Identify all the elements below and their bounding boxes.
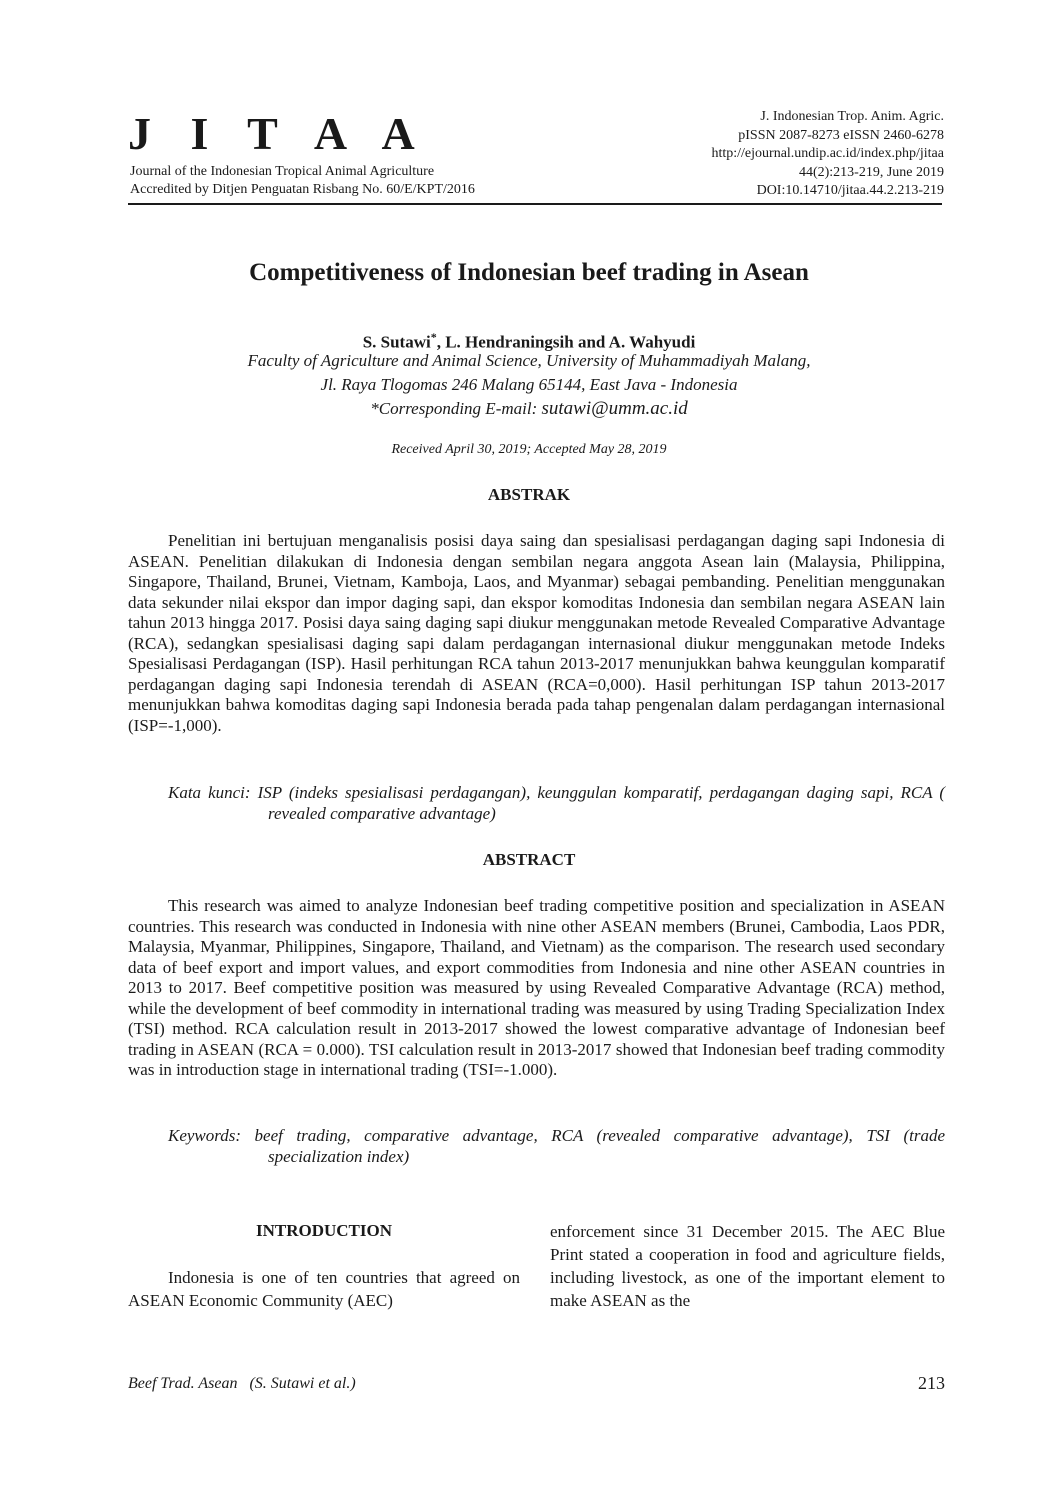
abstrak-body: Penelitian ini bertujuan menganalisis posisi daya saing dan spesialisasi perdagangan daging sapi Indonesia di ASEAN. Penelitian dilakukan di Indonesia dengan sembilan negara anggota Asean lain (Malaysia, Philippina, Singapore, Thailand, Brunei, Vietnam, Kamboja, Laos, and Myanmar) sebagai pembanding. Penelitian menggunakan data sekunder nilai ekspor dan impor daging sapi, dan ekspor komoditas Indonesia dan sembilan negara ASEAN lain tahun 2013 hingga 2017. Posisi daya saing daging sapi diukur menggunakan metode Revealed Comparative Advantage (RCA), sedangkan spesialisasi daging sapi dalam perdagangan internasional diukur menggunakan metode Indeks Spesialisasi Perdagangan (ISP). Hasil perhitungan RCA tahun 2013-2017 menunjukkan bahwa keunggulan komparatif perdagangan daging sapi Indonesia terendah di ASEAN (RCA=0,000). Hasil perhitungan ISP tahun 2013-2017 menunjukkan bahwa komoditas daging sapi Indonesia berada pada tahap pengenalan dalam perdagangan internasional (ISP=-1,000). xyxy=(128,531,945,735)
journal-meta xyxy=(711,108,944,201)
kata-kunci-text: Kata kunci: ISP (indeks spesialisasi perdagangan), keunggulan komparatif, perdagangan daging sapi, RCA ( revealed comparative advantage) xyxy=(168,783,945,823)
journal-url[interactable]: http://ejournal.undip.ac.id/index.php/jitaa xyxy=(711,146,944,161)
doi[interactable]: DOI:10.14710/jitaa.44.2.213-219 xyxy=(756,183,944,198)
affiliation-line-2: Jl. Raya Tlogomas 246 Malang 65144, East Java - Indonesia xyxy=(320,375,738,394)
abstrak-heading: ABSTRAK xyxy=(487,485,571,504)
author-first: S. Sutawi xyxy=(362,332,431,352)
affiliation-line-1: Faculty of Agriculture and Animal Science, University of Muhammadiyah Malang, xyxy=(247,351,811,370)
paper-title: Competitiveness of Indonesian beef trading in Asean xyxy=(249,259,809,286)
corresponding-mark: * xyxy=(430,330,437,344)
header-divider xyxy=(128,203,942,205)
keywords xyxy=(128,1125,945,1167)
kata-kunci xyxy=(128,782,945,824)
abstract-body: This research was aimed to analyze Indonesian beef trading competitive position and specialization in ASEAN countries. This research was conducted in Indonesia with nine other ASEAN members (Brunei, Cambodia, Laos PDR, Malaysia, Myanmar, Philippines, Singapore, Thailand, and Vietnam) as the comparison. The research used secondary data of beef export and import values, and export commodities from Indonesia and nine other ASEAN countries in 2013 to 2017. Beef competitive position was measured by using Revealed Comparative Advantage (RCA) method, while the development of beef commodity in international trading was measured by using Trading Specialization Index (TSI) method. RCA calculation result in 2013-2017 showed the lowest comparative advantage of Indonesian beef trading in ASEAN (RCA = 0.000). TSI calculation result in 2013-2017 showed that Indonesian beef trading commodity was in introduction stage in international trading (TSI=-1.000). xyxy=(128,896,945,1079)
journal-logo: J I T A A xyxy=(128,108,429,159)
journal-abbrev: J. Indonesian Trop. Anim. Agric. xyxy=(760,109,944,124)
page-number: 213 xyxy=(918,1373,945,1393)
issn: pISSN 2087-8273 eISSN 2460-6278 xyxy=(738,127,944,143)
introduction-heading: INTRODUCTION xyxy=(255,1221,393,1240)
journal-full-name: Journal of the Indonesian Tropical Animal Agriculture xyxy=(130,164,435,179)
received-dates: Received April 30, 2019; Accepted May 28, 2019 xyxy=(391,442,667,457)
email-address[interactable]: sutawi@umm.ac.id xyxy=(541,398,688,419)
accreditation-note: Accredited by Ditjen Penguatan Risbang No. 60/E/KPT/2016 xyxy=(130,182,475,197)
running-title: Beef Trad. Asean (S. Sutawi et al.) xyxy=(128,1375,356,1392)
abstract-heading: ABSTRACT xyxy=(482,850,576,869)
email-label: *Corresponding E-mail: xyxy=(370,399,542,418)
keywords-text: Keywords: beef trading, comparative advantage, RCA (revealed comparative advantage), TSI (trade specialization index) xyxy=(168,1126,945,1166)
introduction-left-column: Indonesia is one of ten countries that agreed on ASEAN Economic Community (AEC) xyxy=(128,1268,520,1310)
corresponding-email xyxy=(0,397,1058,421)
author-rest: , L. Hendraningsih and A. Wahyudi xyxy=(436,332,696,352)
introduction-right-column: enforcement since 31 December 2015. The AEC Blue Print stated a cooperation in food and agriculture fields, including livestock, as one of the important element to make ASEAN as the xyxy=(550,1222,945,1310)
volume-issue: 44(2):213-219, June 2019 xyxy=(798,164,944,180)
